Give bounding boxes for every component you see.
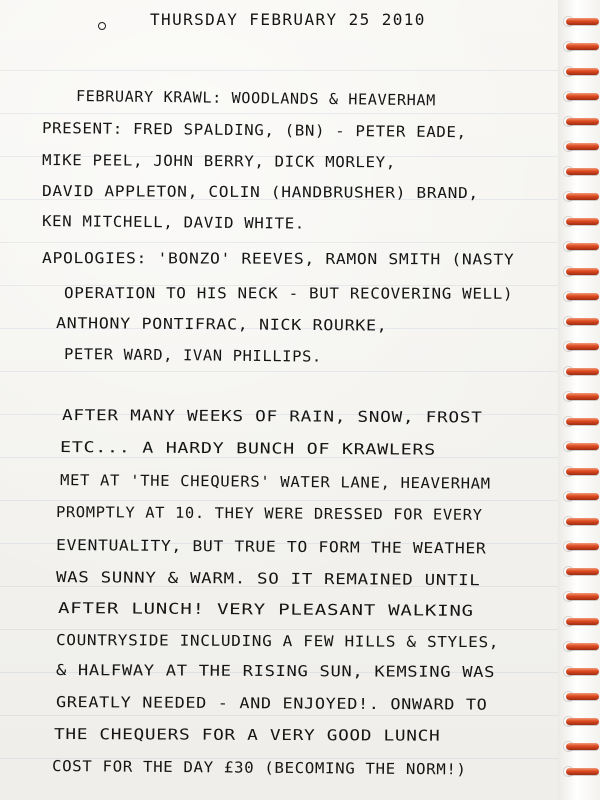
entry-line: GREATLY NEEDED - AND ENJOYED!. ONWARD TO	[55, 693, 488, 714]
entry-date: THURSDAY FEBRUARY 25 2010	[150, 10, 426, 29]
spiral-coil	[566, 168, 599, 175]
spiral-coil	[566, 143, 599, 150]
ruled-line	[0, 500, 560, 501]
spiral-coil	[566, 543, 599, 550]
ruled-line	[0, 371, 560, 372]
spiral-coil	[566, 418, 599, 425]
entry-line: EVENTUALITY, BUT TRUE TO FORM THE WEATHER	[55, 536, 487, 558]
spiral-coil	[566, 118, 599, 125]
ruled-line	[0, 70, 560, 71]
spiral-coil	[566, 343, 599, 350]
spiral-coil	[566, 618, 599, 625]
spiral-coil	[566, 668, 599, 675]
entry-line: FEBRUARY KRAWL: WOODLANDS & HEAVERHAM	[75, 87, 436, 110]
spiral-coil	[566, 268, 599, 275]
entry-line: OPERATION TO HIS NECK - BUT RECOVERING WELL)	[63, 284, 514, 303]
entry-line: AFTER LUNCH! VERY PLEASANT WALKING	[57, 599, 474, 620]
spiral-coil	[566, 493, 599, 500]
spiral-coil	[566, 93, 599, 100]
spiral-coil	[566, 643, 599, 650]
entry-line: COST FOR THE DAY £30 (BECOMING THE NORM!)	[51, 757, 467, 779]
entry-line: MET AT 'THE CHEQUERS' WATER LANE, HEAVERHAM	[59, 471, 491, 493]
ruled-line	[0, 715, 560, 716]
spiral-coil	[566, 443, 599, 450]
ruled-line	[0, 113, 560, 114]
entry-line: COUNTRYSIDE INCLUDING A FEW HILLS & STYLES,	[55, 631, 500, 652]
entry-line: ANTHONY PONTIFRAC, NICK ROURKE,	[55, 314, 388, 335]
circle-bullet-icon	[98, 22, 106, 30]
entry-line: PRESENT: FRED SPALDING, (BN) - PETER EADE,	[41, 119, 467, 142]
spiral-coil	[566, 743, 599, 750]
spiral-coil	[566, 518, 599, 525]
spiral-coil	[566, 718, 599, 725]
spiral-coil	[566, 293, 599, 300]
spiral-coil	[566, 693, 599, 700]
spiral-coil	[566, 43, 599, 50]
spiral-coil	[566, 568, 599, 575]
entry-line: PETER WARD, IVAN PHILLIPS.	[63, 345, 323, 366]
entry-line: MIKE PEEL, JOHN BERRY, DICK MORLEY,	[41, 151, 396, 172]
entry-line: DAVID APPLETON, COLIN (HANDBRUSHER) BRAND,	[41, 182, 479, 203]
spiral-binding-icon	[558, 0, 600, 800]
entry-line: THE CHEQUERS FOR A VERY GOOD LUNCH	[53, 725, 441, 745]
spiral-coil	[566, 768, 599, 775]
ruled-line	[0, 242, 560, 243]
spiral-coil	[566, 318, 599, 325]
spiral-coil	[566, 218, 599, 225]
entry-line: AFTER MANY WEEKS OF RAIN, SNOW, FROST	[61, 406, 483, 427]
spiral-coil	[566, 593, 599, 600]
entry-line: & HALFWAY AT THE RISING SUN, KEMSING WAS	[55, 661, 496, 682]
entry-line: KEN MITCHELL, DAVID WHITE.	[41, 212, 306, 233]
entry-line: WAS SUNNY & WARM. SO IT REMAINED UNTIL	[55, 568, 481, 590]
spiral-coil	[566, 68, 599, 75]
entry-line: ETC... A HARDY BUNCH OF KRAWLERS	[59, 438, 437, 459]
spiral-coil	[566, 193, 599, 200]
entry-line: PROMPTLY AT 10. THEY WERE DRESSED FOR EVERY	[55, 503, 483, 524]
spiral-coil	[566, 393, 599, 400]
spiral-coil	[566, 243, 599, 250]
spiral-coil	[566, 468, 599, 475]
spiral-coil	[566, 368, 599, 375]
entry-line: APOLOGIES: 'BONZO' REEVES, RAMON SMITH (NASTY	[41, 249, 515, 269]
spiral-coil	[566, 18, 599, 25]
